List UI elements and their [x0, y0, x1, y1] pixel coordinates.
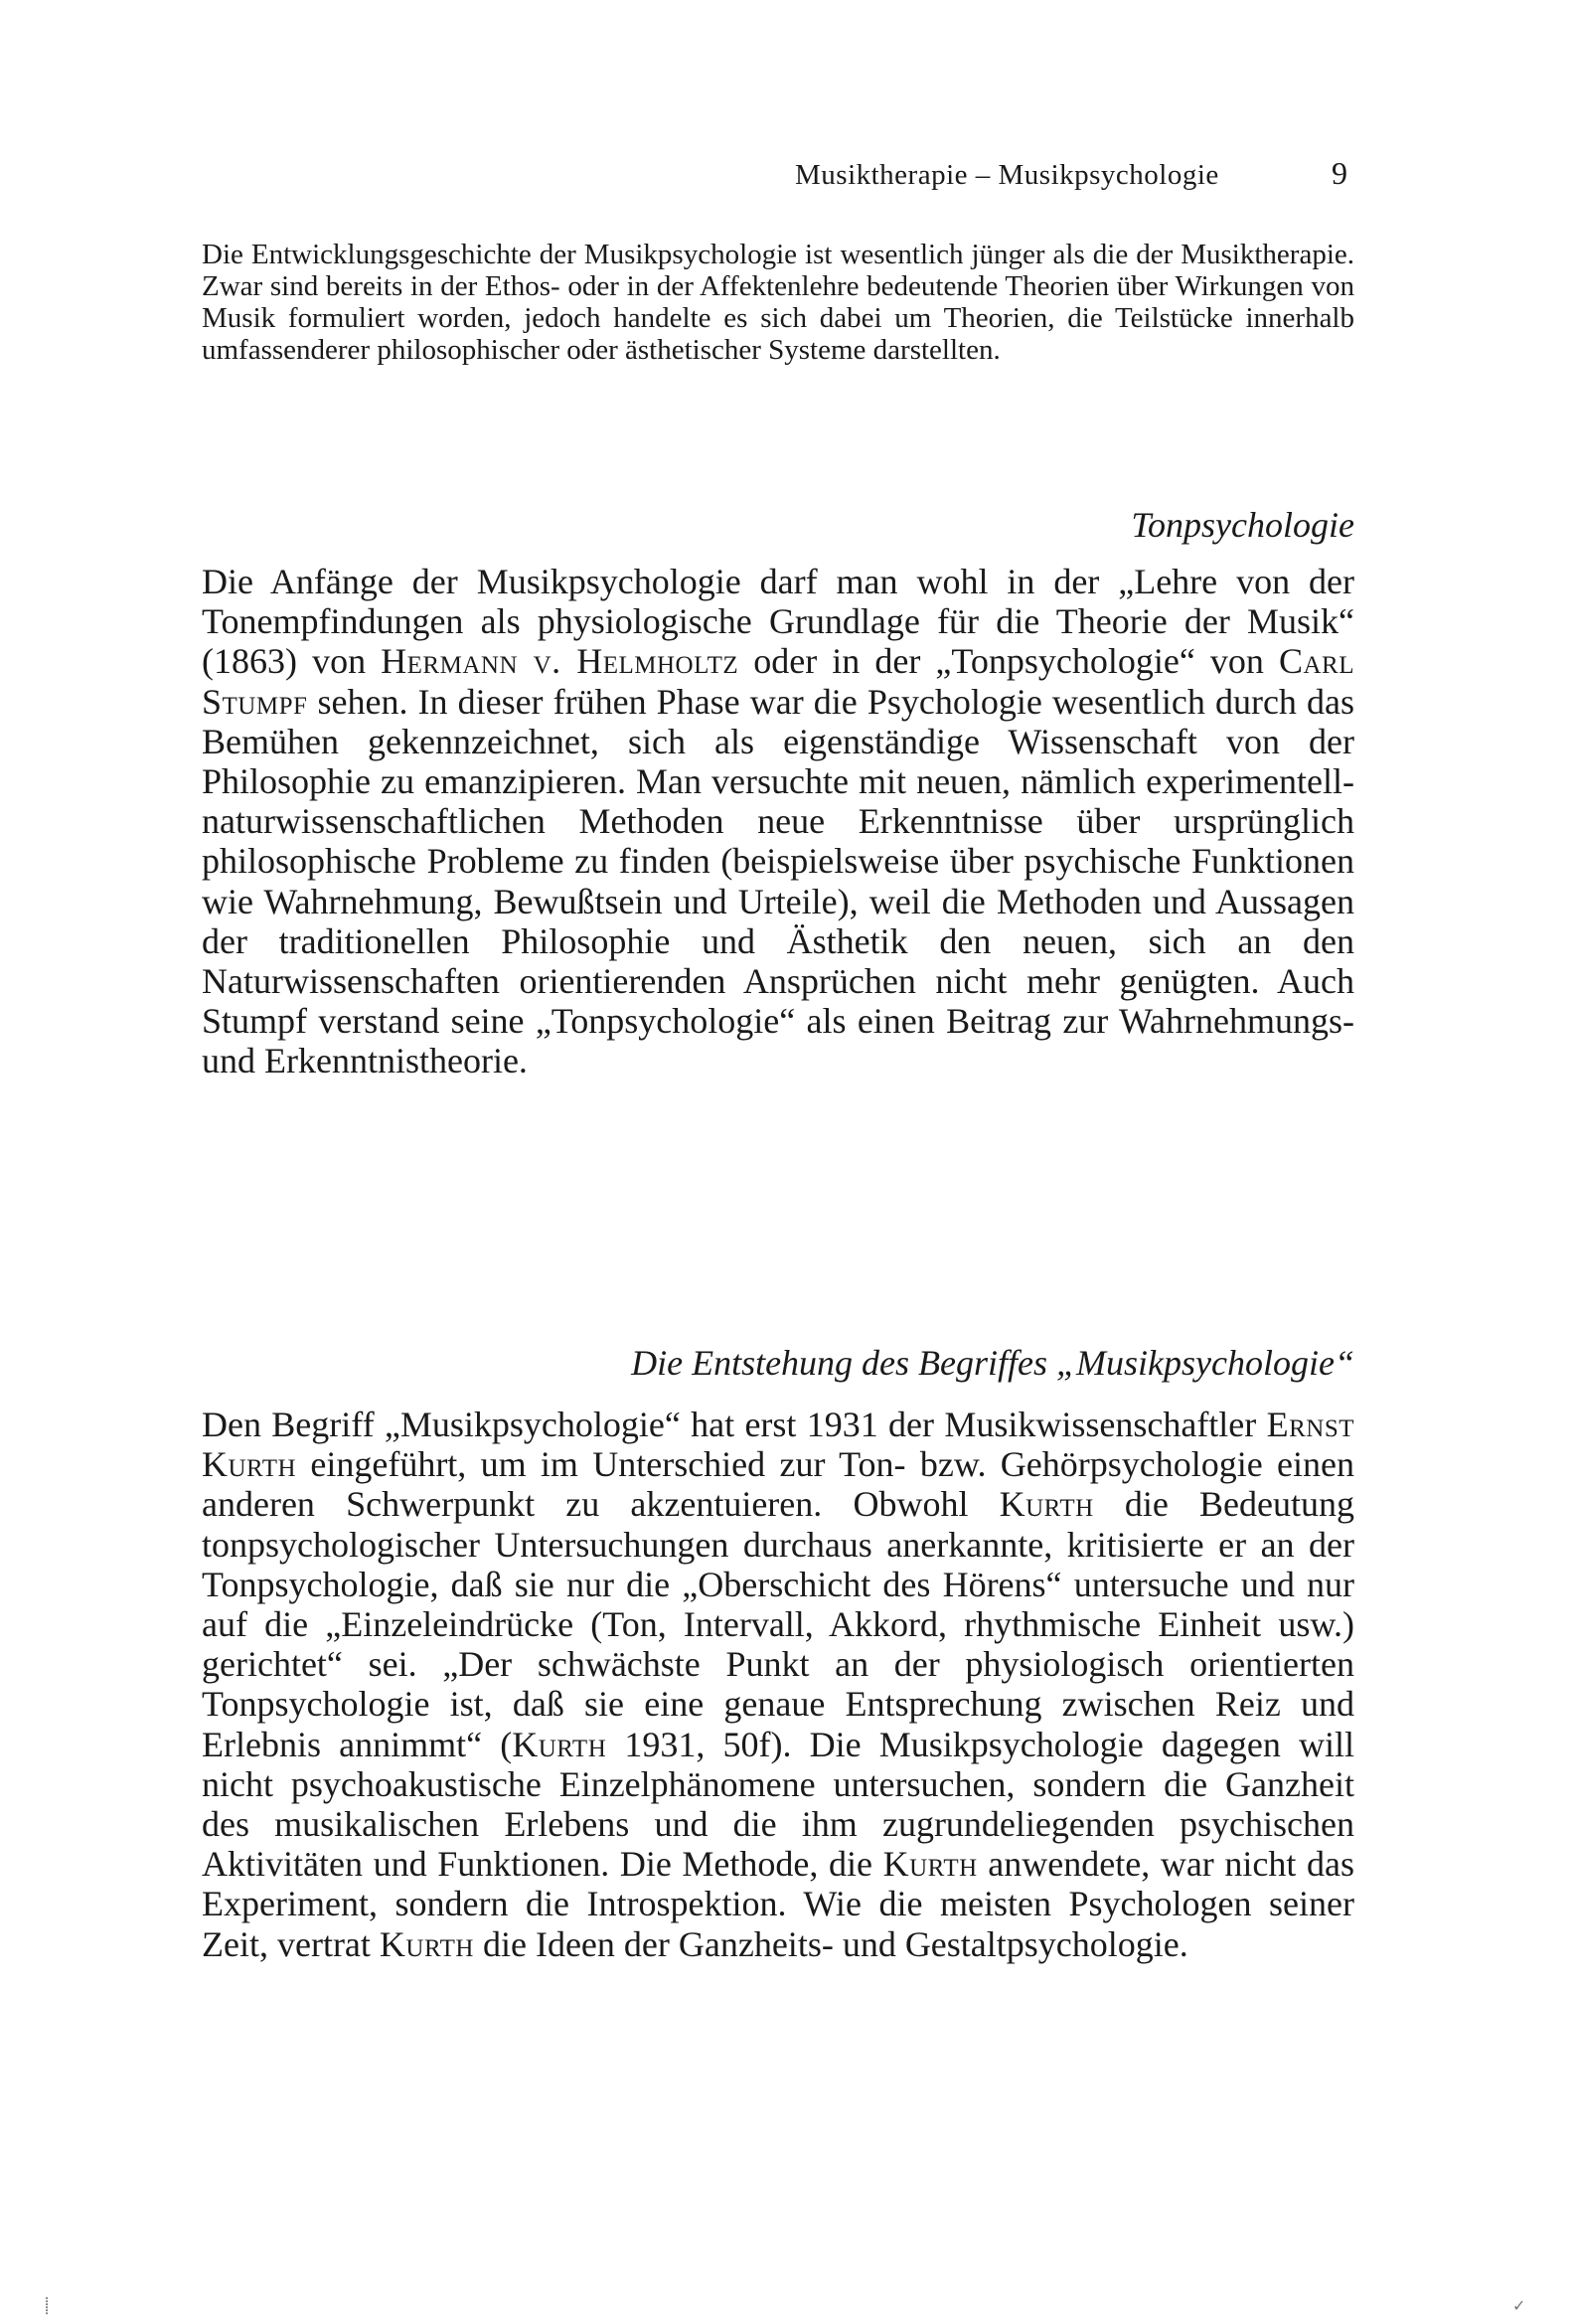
- margin-mark-left: ⸽: [45, 2298, 50, 2315]
- page-number: 9: [1332, 155, 1347, 191]
- running-head-title: Musiktherapie – Musikpsychologie: [795, 159, 1219, 191]
- text-run: Die Anfänge der Musikpsychologie darf man wohl in der „Lehre von der Tonempfindungen als physiologische Grundlage für die Theorie der Musik“ (1863) von: [202, 562, 1354, 682]
- author-name-stumpf: Carl Stumpf: [202, 641, 1354, 722]
- text-run: eingeführt, um im Unterschied zur Ton- bzw. Gehörpsychologie einen anderen Schwerpunkt zu akzentuieren. Obwohl: [202, 1444, 1354, 1525]
- author-name-ernst-kurth: Ernst Kurth: [202, 1405, 1354, 1485]
- author-name-kurth: Kurth: [999, 1484, 1094, 1525]
- intro-paragraph: Die Entwicklungsgeschichte der Musikpsychologie ist wesentlich jünger als die der Musiktherapie. Zwar sind bereits in der Ethos- oder in der Affektenlehre bedeutende Theorien über Wirkungen von Musik formuliert worden, jedoch handelte es sich dabei um Theorien, die Teilstücke innerhalb umfassenderer philosophischer oder ästhetischer Systeme darstellten.: [202, 239, 1354, 366]
- text-run: sehen. In dieser frühen Phase war die Psychologie wesentlich durch das Bemühen gekennzeichnet, sich als eigenständige Wissenschaft von der Philosophie zu emanzipieren. Man versuchte mit neuen, nämlich experimentell-naturwissenschaftlichen Methoden neue Erkenntnisse über ursprünglich philosophische Probleme zu finden (beispielsweise über psychische Funktionen wie Wahrnehmung, Bewußtsein und Urteile), weil die Methoden und Aussagen der traditionellen Philosophie und Ästhetik den neuen, sich an den Naturwissenschaften orientierenden Ansprüchen nicht mehr genügten. Auch Stumpf verstand seine „Tonpsychologie“ als einen Beitrag zur Wahrnehmungs- und Erkenntnistheorie.: [202, 681, 1354, 1081]
- author-name-helmholtz: Hermann v. Helmholtz: [381, 641, 739, 682]
- text-run: Den Begriff „Musikpsychologie“ hat erst 1931 der Musikwissenschaftler: [202, 1405, 1267, 1444]
- author-name-kurth: Kurth: [512, 1724, 607, 1764]
- section-body-begriff: [202, 1405, 1354, 1964]
- text-run: anwendete, war nicht das Experiment, sondern die Introspektion. Wie die meisten Psychologen seiner Zeit, vertrat: [202, 1844, 1354, 1964]
- text-run: die Bedeutung tonpsychologischer Untersuchungen durchaus anerkannte, kritisierte er an der Tonpsychologie, daß sie nur die „Oberschicht des Hörens“ untersuche und nur auf die „Einzeleindrücke (Ton, Intervall, Akkord, rhythmische Einheit usw.) gerichtet“ sei. „Der schwächste Punkt an der physiologisch orientierten Tonpsychologie ist, daß sie eine genaue Entsprechung zwischen Reiz und Erlebnis annimmt“ (: [202, 1484, 1354, 1764]
- author-name-kurth: Kurth: [882, 1844, 978, 1885]
- section-heading-tonpsychologie: Tonpsychologie: [1131, 505, 1354, 545]
- text-run: 1931, 50f). Die Musikpsychologie dagegen will nicht psychoakustische Einzelphänomene untersuchen, sondern die Ganzheit des musikalischen Erlebens und die ihm zugrundeliegenden psychischen Aktivitäten und Funktionen. Die Methode, die: [202, 1724, 1354, 1885]
- text-run: oder in der „Tonpsychologie“ von: [738, 641, 1279, 682]
- section-heading-begriff: Die Entstehung des Begriffes „Musikpsychologie“: [631, 1343, 1354, 1383]
- text-run: die Ideen der Ganzheits- und Gestaltpsychologie.: [473, 1923, 1188, 1964]
- author-name-kurth: Kurth: [379, 1923, 474, 1964]
- section-body-tonpsychologie: [202, 562, 1354, 1081]
- margin-mark-right: ✓: [1512, 2298, 1526, 2315]
